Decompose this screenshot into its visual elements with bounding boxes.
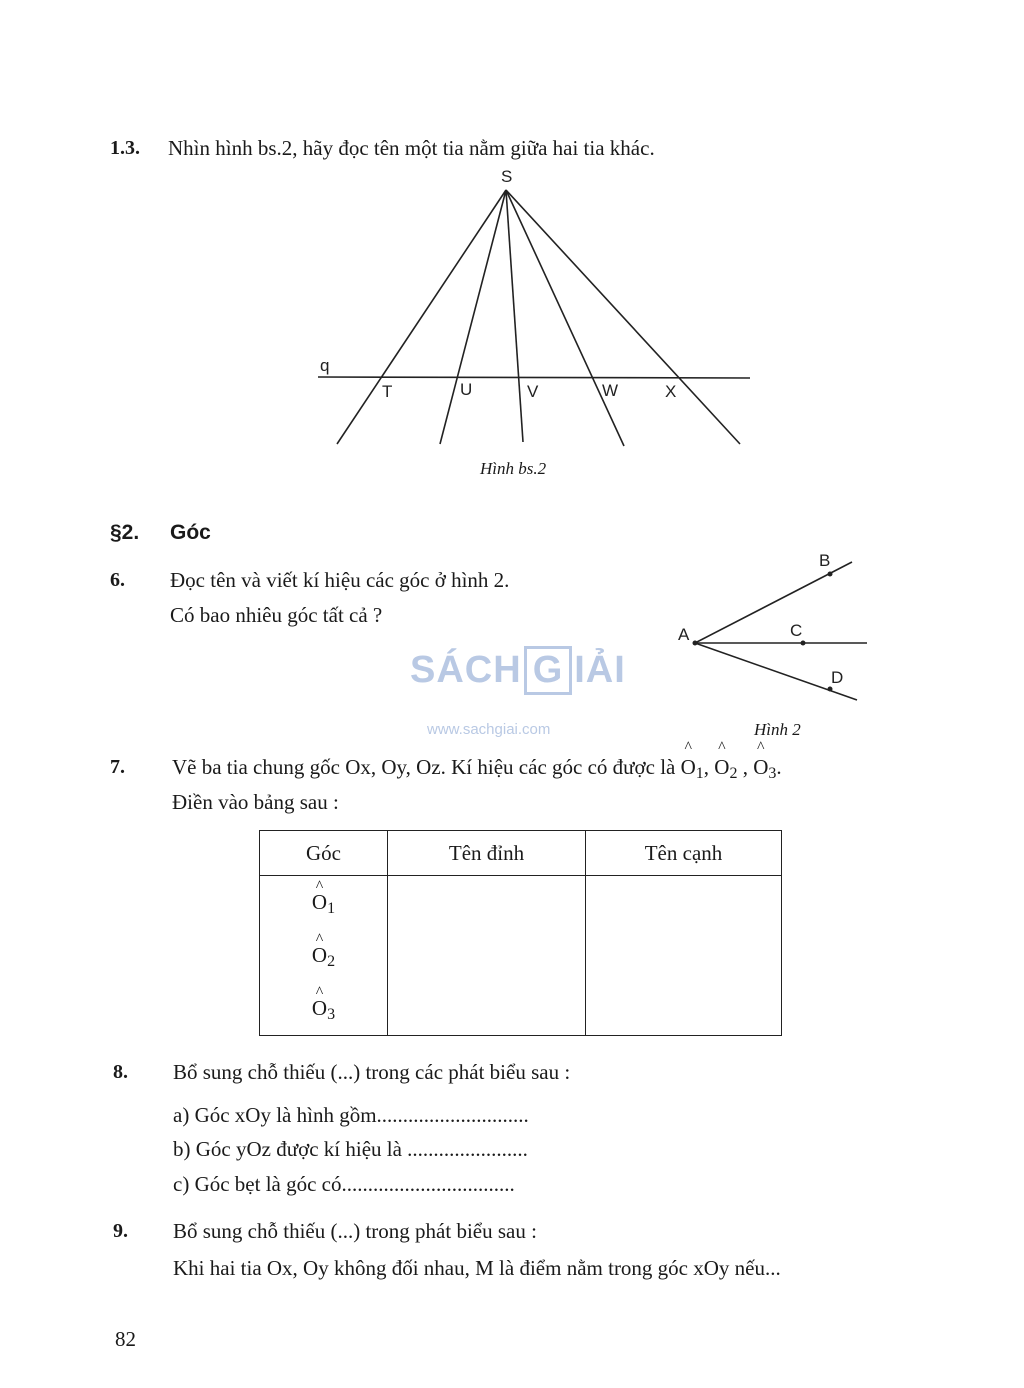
label-b: B: [819, 551, 831, 570]
label-q: q: [320, 356, 330, 375]
point-c: [801, 641, 806, 646]
table-cell-sides[interactable]: [586, 876, 782, 1036]
answer-table: [259, 830, 782, 1036]
label-t: T: [382, 382, 393, 401]
angle-symbol: ^ O: [753, 755, 768, 780]
exercise-text: Bổ sung chỗ thiếu (...) trong các phát biểu sau :: [173, 1060, 571, 1084]
table-header: Tên cạnh: [586, 831, 782, 876]
label-w: W: [602, 381, 619, 400]
list-item: a) Góc xOy là hình gồm.............................: [173, 1103, 529, 1127]
watermark-text: SÁCH: [410, 649, 522, 691]
ray-su: [440, 190, 506, 444]
point-b: [828, 572, 833, 577]
exercise-text: Khi hai tia Ox, Oy không đối nhau, M là điểm nằm trong góc xOy nếu...: [173, 1256, 781, 1280]
exercise-number: 6.: [110, 569, 125, 591]
angle-symbol: ^ O: [681, 755, 696, 780]
table-cell-vertex[interactable]: [388, 876, 586, 1036]
table-header-row: [260, 831, 782, 876]
ray-sx: [506, 190, 740, 444]
exercise-text-part: Vẽ ba tia chung gốc Ox, Oy, Oz. Kí hiệu các góc có được là: [172, 755, 676, 779]
table-cell-angles: [260, 876, 388, 1036]
watermark-text: IẢI: [574, 649, 626, 691]
watermark-url: www.sachgiai.com: [427, 721, 551, 738]
section-number: §2.: [110, 521, 140, 544]
label-c: C: [790, 621, 803, 640]
figure-caption: Hình bs.2: [480, 459, 547, 478]
exercise-number: 8.: [113, 1061, 128, 1083]
section-title: Góc: [170, 521, 211, 544]
page-number: 82: [115, 1327, 136, 1351]
label-d: D: [831, 668, 844, 687]
ray-sv: [506, 190, 523, 442]
exercise-text: Nhìn hình bs.2, hãy đọc tên một tia nằm giữa hai tia khác.: [168, 136, 655, 160]
list-item: c) Góc bẹt là góc có.................................: [173, 1172, 515, 1196]
table-header: Tên đỉnh: [388, 831, 586, 876]
label-s: S: [501, 167, 513, 186]
exercise-number: 7.: [110, 756, 125, 778]
exercise-number: 1.3.: [110, 137, 140, 159]
watermark-logo: [410, 646, 626, 695]
table-row: [260, 876, 782, 1036]
exercise-text: Điền vào bảng sau :: [172, 790, 339, 814]
label-x: X: [665, 382, 677, 401]
ray-st: [337, 190, 506, 444]
label-v: V: [527, 382, 539, 401]
label-a: A: [678, 625, 690, 644]
label-u: U: [460, 380, 473, 399]
figure-2: [670, 545, 880, 715]
watermark-box: G: [524, 646, 573, 695]
line-q: [318, 377, 750, 378]
exercise-text: Đọc tên và viết kí hiệu các góc ở hình 2.: [170, 568, 510, 592]
angle-row-3: ^ $O_3$: [260, 982, 387, 1035]
point-d: [828, 687, 833, 692]
angle-symbol: ^ O: [714, 755, 729, 780]
exercise-number: 9.: [113, 1220, 128, 1242]
angle-row-2: ^ $O_2$: [260, 929, 387, 982]
ray-sw: [506, 190, 624, 446]
exercise-text: Bổ sung chỗ thiếu (...) trong phát biểu sau :: [173, 1219, 537, 1243]
exercise-text: Vẽ ba tia chung gốc Ox, Oy, Oz. Kí hiệu các góc có được là ^ $O_1$, ^ $O_2$ , ^ $O_3$.: [172, 755, 782, 783]
exercise-text: Có bao nhiêu góc tất cả ?: [170, 603, 383, 627]
point-a: [693, 641, 698, 646]
figure-caption: Hình 2: [754, 720, 801, 739]
angle-row-1: ^ $O_1$: [260, 876, 387, 929]
figure-bs2: [300, 160, 770, 490]
table-header: Góc: [260, 831, 388, 876]
list-item: b) Góc yOz được kí hiệu là .......................: [173, 1137, 528, 1161]
